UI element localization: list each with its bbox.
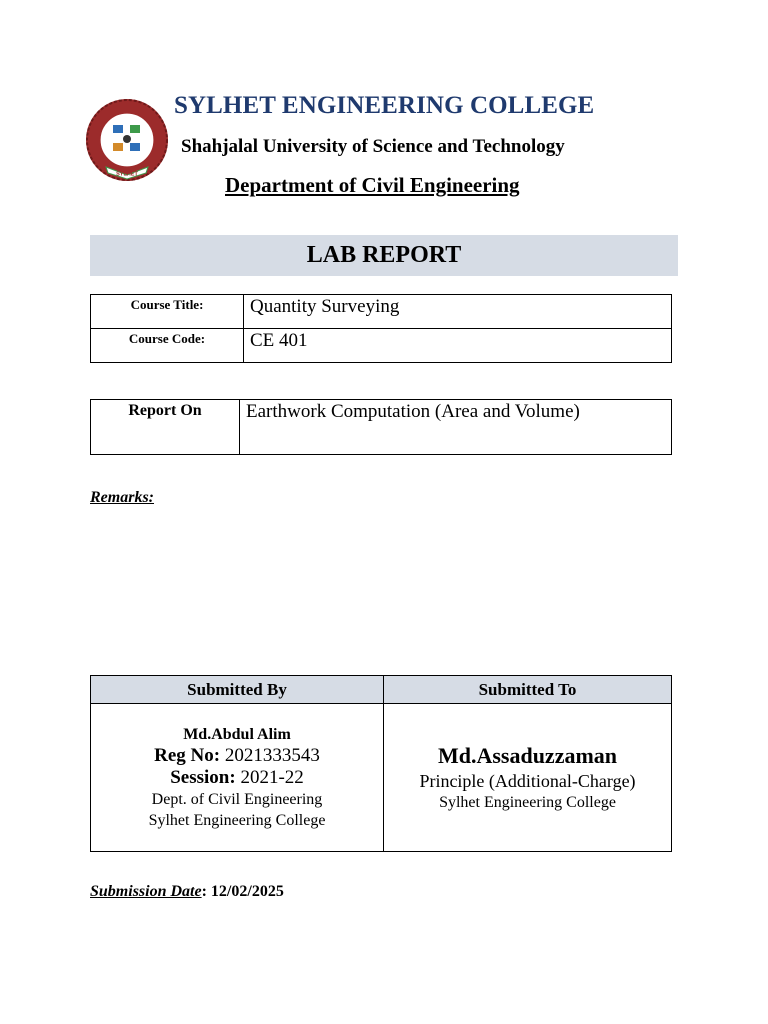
teacher-college: Sylhet Engineering College bbox=[439, 793, 616, 811]
submission-date-value: 12/02/2025 bbox=[210, 883, 284, 900]
table-header-row bbox=[91, 676, 672, 704]
teacher-name: Md.Assaduzzaman bbox=[437, 742, 618, 768]
report-on-value: Earthwork Computation (Area and Volume) bbox=[240, 400, 672, 455]
submitted-to-header: Submitted To bbox=[384, 676, 672, 704]
teacher-role: Principle (Additional-Charge) bbox=[419, 770, 636, 791]
table-row bbox=[91, 329, 672, 363]
submitted-by-cell bbox=[91, 704, 384, 852]
course-title-label: Course Title: bbox=[91, 295, 244, 329]
submitted-to-cell bbox=[384, 704, 672, 852]
reg-no-value: 2021333543 bbox=[220, 744, 320, 766]
course-code-label: Course Code: bbox=[91, 329, 244, 363]
session-label: Session: bbox=[170, 766, 236, 788]
remarks-label: Remarks: bbox=[90, 489, 154, 506]
report-table bbox=[90, 399, 672, 455]
submission-date-label: Submission Date bbox=[90, 883, 202, 900]
college-logo bbox=[84, 97, 170, 183]
student-college: Sylhet Engineering College bbox=[148, 811, 326, 829]
table-row bbox=[91, 704, 672, 852]
report-on-label: Report On bbox=[91, 400, 240, 455]
course-table bbox=[90, 294, 672, 363]
lab-report-title: LAB REPORT bbox=[306, 242, 462, 268]
table-row bbox=[91, 295, 672, 329]
table-row bbox=[91, 400, 672, 455]
submission-table bbox=[90, 675, 672, 852]
session bbox=[91, 767, 383, 789]
university-name: Shahjalal University of Science and Technology bbox=[181, 136, 565, 157]
student-dept: Dept. of Civil Engineering bbox=[151, 790, 323, 808]
session-value: 2021-22 bbox=[235, 766, 304, 788]
reg-no bbox=[91, 745, 383, 767]
department-name: Department of Civil Engineering bbox=[225, 173, 520, 197]
submission-date bbox=[90, 883, 284, 901]
submission-date-separator: : bbox=[201, 883, 211, 900]
reg-no-label: Reg No: bbox=[154, 744, 221, 766]
lab-report-banner bbox=[90, 235, 678, 276]
course-code-value: CE 401 bbox=[244, 329, 672, 363]
course-title-value: Quantity Surveying bbox=[244, 295, 672, 329]
college-name: SYLHET ENGINEERING COLLEGE bbox=[174, 92, 595, 119]
svg-text:SYLHET: SYLHET bbox=[116, 171, 138, 178]
submitted-by-header: Submitted By bbox=[91, 676, 384, 704]
student-name: Md.Abdul Alim bbox=[183, 725, 291, 743]
